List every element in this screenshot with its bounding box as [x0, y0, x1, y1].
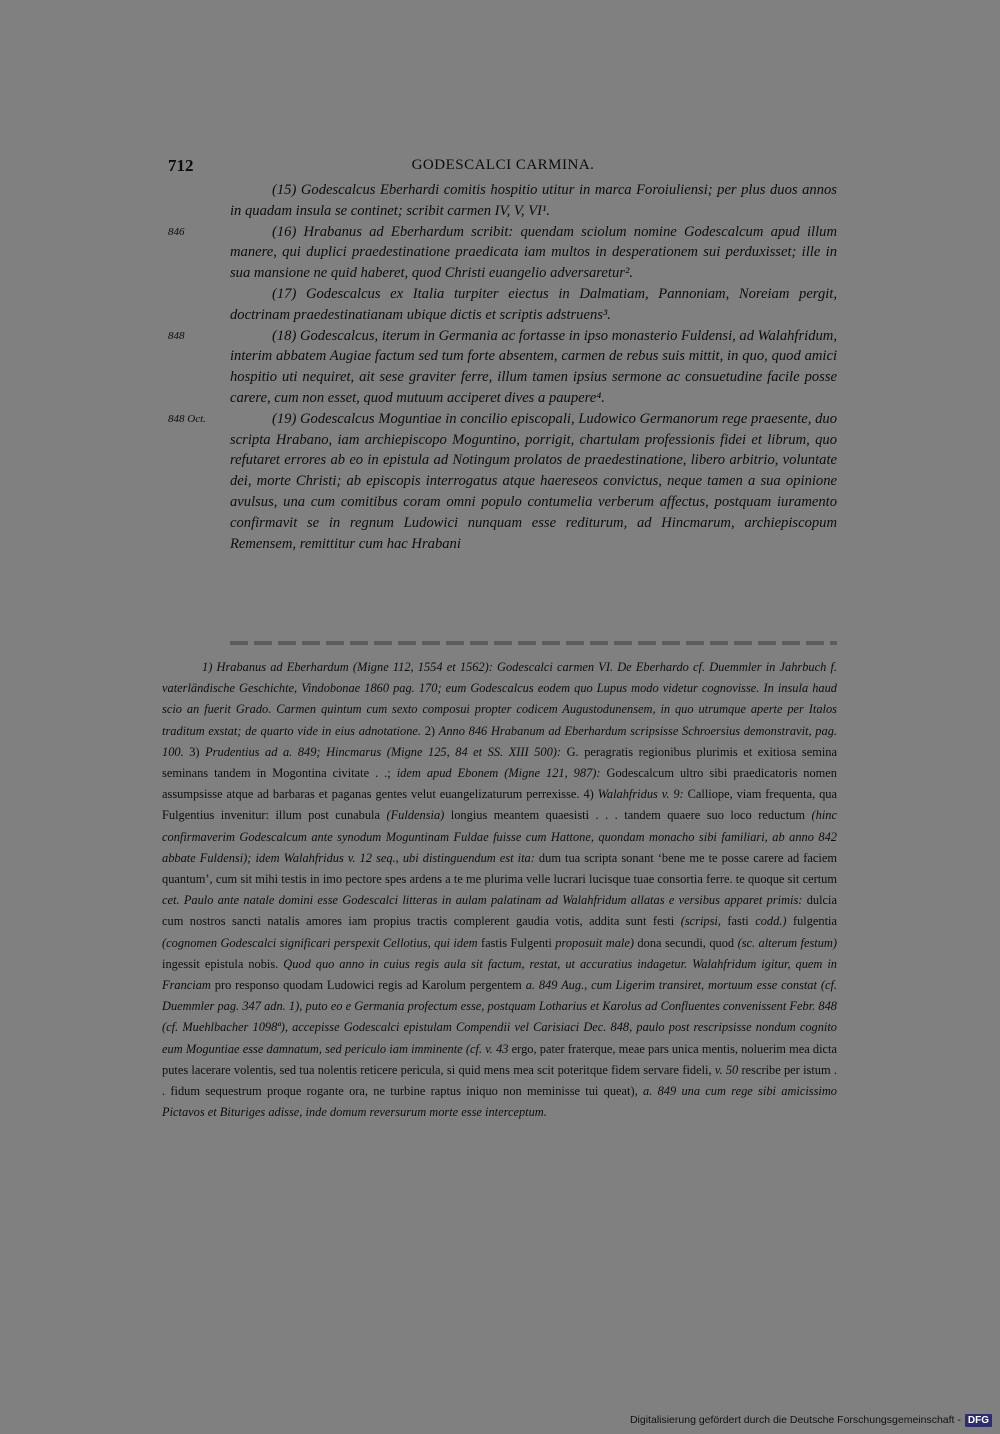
- footnote-run: 1): [202, 660, 217, 674]
- entry-text: (19) Godescalcus Moguntiae in concilio episcopali, Ludowico Germanorum rege praesente, duo scripta Hrabano, iam archiepiscopo Moguntino, porrigit, chartulam professionis fidei et librum, quo refutaret errores ab eo in epistula ad Notingum prolatos de praedestinatione, libero arbitrio, voluntate dei, morte Christi; ab episcopis interrogatus atque haereseos convictus, neque tamen a sua opinione avulsus, una cum comitibus coram omni populo contumelia verberum affectus, postquam iuramento confirmavit se in regnum Ludowici nunquam esse rediturum, ad Hincmarum, archiepiscopum Remensem, remittitur cum hac Hrabani: [230, 410, 837, 552]
- footnote-run: (cognomen Godescalci significari perspexit Cellotius, qui idem: [162, 935, 478, 950]
- footnote-run: rescribe per istum . . fidum sequestrum proque rogante ora, ne turbine raptus iniquo non meminisse tui queat),: [162, 1062, 837, 1099]
- footnote-run: dulcia cum nostros sancti natalis amores iam propius tractis complerent gaudia votis, addita sunt festi: [162, 893, 837, 929]
- footnote-run: Calliope, viam frequenta, qua Fulgentius invenitur: illum post cunabula: [162, 787, 837, 823]
- entry-17: [230, 284, 837, 326]
- footnote-run: 2): [421, 723, 439, 738]
- footnote-run: idem apud Ebonem (Migne 121, 987):: [396, 766, 601, 781]
- entry-18: [168, 326, 837, 409]
- entry-text: (16) Hrabanus ad Eberhardum scribit: quendam sciolum nomine Godescalcum apud illum manere, qui duplici praedestinatione praedicata iam multos in desperationem sui perduxisset; ille in sua mansione ne quid haberet, quod Christi euangelio adversaretur².: [230, 223, 837, 282]
- dfg-logo-icon: DFG: [965, 1414, 992, 1427]
- footnote-run: cet. Paulo ante natale domini esse Godescalci litteras in aulam palatinam ad Walahfridum allatas e versibus apparet primis:: [162, 893, 803, 908]
- entry-15: [230, 180, 837, 222]
- entry-19: [168, 409, 837, 555]
- footnote-run: fasti: [720, 914, 756, 929]
- footnote-run: pro responso quodam Ludowici regis ad Karolum pergentem: [210, 978, 526, 993]
- footnote-run: (scripsi,: [680, 914, 721, 929]
- margin-date: 846: [168, 225, 185, 238]
- footnote-run: a. 849 Aug., cum Ligerim transiret, mortuum esse constat (cf. Duemmler pag. 347 adn. 1), puto eo e Germania profectum esse, postquam Lotharius et Karolus ad Confluentes convenissent Febr. 848 (cf. Muehlbacher 1098ª), accepisse Godescalci epistulam Compendii vel Carisiaci Dec. 848, paulo post rescripsisse nondum cognito eum Moguntiae esse damnatum, sed periculo iam imminente (cf. v. 43: [162, 978, 837, 1056]
- footnote-run: (hinc confirmaverim Godescalcum ante synodum Moguntinam Fuldae fuisse cum Hattone, quondam monacho sibi familiari, ab anno 842 abbate Fuldensi); idem Walahfridus v. 12 seq., ubi distinguendum est ita:: [162, 808, 837, 865]
- footnote-run: 4): [579, 787, 598, 802]
- entry-text: (18) Godescalcus, iterum in Germania ac fortasse in ipso monasterio Fuldensi, ad Walahfridum, interim abbatem Augiae factum sed tum forte absentem, carmen de rebus suis mittit, in quo, quod amici hospitio uti nequiret, ait sese graviter ferre, illum tamen ipsius sermone ac consuetudine facile posse carere, cum non esset, quod mutuum acciperet dives a paupere⁴.: [230, 327, 837, 406]
- entry-16: [168, 222, 837, 284]
- footnote-run: fastis Fulgenti: [477, 935, 556, 950]
- footnote-run: ingessit epistula nobis.: [162, 956, 284, 971]
- footnote-run: Quod quo anno in cuius regis aula sit factum, restat, ut accuratius indagetur. Walahfridum igitur, quem in Franciam: [162, 956, 837, 993]
- page-header: [168, 156, 838, 180]
- page-number: 712: [168, 156, 194, 175]
- footnote-run: codd.): [755, 914, 787, 929]
- entry-text: (15) Godescalcus Eberhardi comitis hospitio utitur in marca Foroiuliensi; per plus duos annos in quadam insula se continet; scribit carmen IV, V, VI¹.: [230, 182, 837, 219]
- footnote-run: Hrabanus ad Eberhardum (Migne 112, 1554 et 1562): Godescalci carmen VI. De Eberhardo cf. Duemmler in Jahrbuch f. vaterländische Geschichte, Vindobonae 1860 pag. 170; eum Godescalcus eodem quo Lupus modo videtur cognovisse. In insula haud scio an fuerit Grado. Carmen quintum cum sexto composui propter codicem Augustodunensem, in quo utrumque aperte per Italos traditum exstat; de quarto vide in eius adnotatione.: [162, 660, 838, 738]
- truncated-line-fragment: [230, 641, 837, 651]
- footnotes: [162, 657, 837, 1123]
- footnote-run: dum tua scripta sonant ‘bene me te posse carere ad faciem quantum’, cum sit mihi testis in imo pectore spes ardens a te me plurima velle lucrari lucisque tuae consortia ferre. te quoque sit certum: [162, 850, 838, 887]
- entry-text: (17) Godescalcus ex Italia turpiter eiectus in Dalmatiam, Pannoniam, Noreiam pergit, doctrinam praedestinatianam ubique dictis et scriptis adstruens³.: [230, 285, 837, 323]
- footnote-run: Walahfridus v. 9:: [597, 787, 684, 802]
- footnote-run: Godescalcum ultro sibi praedicatoris nomen assumpsisse atque ad barbaras et paganas gentes velut euangelizaturum perrexisse.: [162, 766, 837, 802]
- margin-date: 848: [168, 329, 185, 342]
- footnote-run: proposuit male): [555, 935, 634, 950]
- footnote-run: ergo, pater fraterque, meae pars unica mentis, noluerim mea dicta putes lacerare volentis, sed tua nolentis reticere pericula, si quid mens mea scit poteritque fidem servare fideli,: [162, 1041, 837, 1077]
- margin-date: 848 Oct.: [168, 412, 206, 425]
- footnote-run: (Fuldensia): [386, 808, 445, 823]
- footnote-run: G. peragratis regionibus plurimis et exitiosa semina seminans tandem in Mogontina civitate . .;: [162, 744, 837, 781]
- footnote-run: longius meantem quaesisti . . . tandem quaere suo loco reductum: [444, 808, 812, 823]
- running-title: GODESCALCI CARMINA.: [411, 157, 595, 173]
- footnote-run: Prudentius ad a. 849; Hincmarus (Migne 125, 84 et SS. XIII 500):: [205, 744, 562, 759]
- credit-text: Digitalisierung gefördert durch die Deutsche Forschungsgemeinschaft -: [629, 1414, 961, 1426]
- footnote-run: v. 50: [714, 1062, 739, 1077]
- digitization-credit[interactable]: [630, 1412, 992, 1428]
- footnote-run: fulgentia: [786, 914, 838, 929]
- main-text: [168, 180, 837, 554]
- footnote-run: Anno 846 Hrabanum ad Eberhardum scripsisse Schroersius demonstravit, pag. 100.: [162, 723, 837, 759]
- footnote-run: a. 849 una cum rege sibi amicissimo Pictavos et Bituriges adisse, inde domum reversurum morte esse interceptum.: [162, 1084, 838, 1120]
- footnote-run: dona secundi, quod: [634, 935, 738, 950]
- footnote-run: (sc. alterum festum): [737, 935, 837, 950]
- footnote-run: 3): [183, 744, 206, 759]
